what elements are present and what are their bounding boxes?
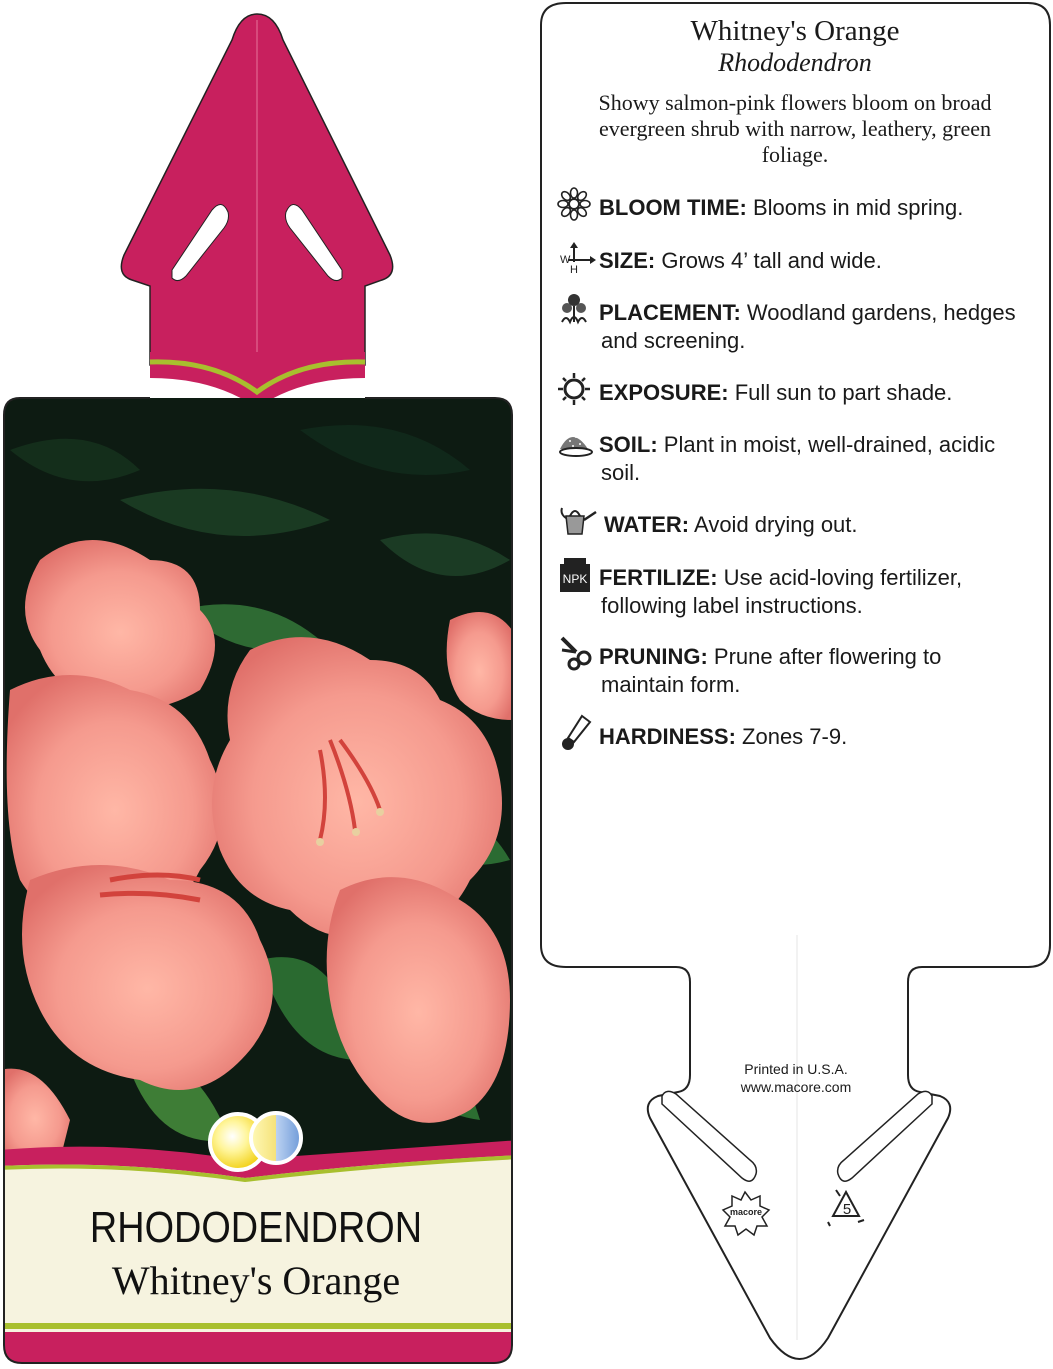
care-text-continued: and screening. bbox=[601, 328, 746, 353]
sun-exposure-badge bbox=[210, 1113, 301, 1170]
macore-logo-text: macore bbox=[729, 1207, 763, 1217]
care-label: HARDINESS: bbox=[599, 724, 736, 749]
care-text: Grows 4’ tall and wide. bbox=[661, 248, 882, 273]
care-label: EXPOSURE: bbox=[599, 380, 729, 405]
npk-label: NPK bbox=[562, 572, 588, 586]
care-text: Woodland gardens, hedges bbox=[746, 300, 1016, 325]
care-label: BLOOM TIME: bbox=[599, 195, 747, 220]
care-text-continued: soil. bbox=[601, 460, 641, 485]
care-text-continued: maintain form. bbox=[601, 672, 741, 697]
fertilizer-npk-icon bbox=[560, 558, 590, 592]
care-text: Prune after flowering to bbox=[713, 644, 942, 669]
size-icon-h: H bbox=[570, 264, 578, 276]
care-text: Full sun to part shade. bbox=[734, 380, 953, 405]
care-text: Plant in moist, well-drained, acidic bbox=[663, 432, 996, 457]
care-label: SOIL: bbox=[599, 432, 658, 457]
front-tag bbox=[0, 14, 520, 1369]
care-label: FERTILIZE: bbox=[599, 565, 718, 590]
care-label: SIZE: bbox=[599, 248, 656, 273]
care-label: PRUNING: bbox=[599, 644, 708, 669]
care-text: Blooms in mid spring. bbox=[753, 195, 964, 220]
plant-description: Showy salmon-pink flowers bloom on broad evergreen shrub with narrow, leathery, green foliage. bbox=[598, 90, 992, 167]
care-text: Use acid-loving fertilizer, bbox=[723, 565, 963, 590]
care-label: WATER: bbox=[604, 512, 690, 537]
size-icon-w: W bbox=[560, 254, 571, 266]
care-text: Zones 7-9. bbox=[742, 724, 848, 749]
website-url: www.macore.com bbox=[740, 1079, 852, 1095]
care-text-continued: following label instructions. bbox=[601, 593, 863, 618]
front-genus-name: RHODODENDRON bbox=[89, 1203, 423, 1252]
printed-in-usa: Printed in U.S.A. bbox=[744, 1061, 848, 1077]
bottom-lime-stripe bbox=[0, 1323, 520, 1329]
recycle-number: 5 bbox=[842, 1201, 852, 1218]
plant-name-title: Whitney's Orange bbox=[690, 15, 900, 47]
care-label: PLACEMENT: bbox=[599, 300, 741, 325]
care-text: Avoid drying out. bbox=[694, 512, 858, 537]
plant-genus-subtitle: Rhododendron bbox=[718, 48, 872, 77]
front-cultivar-name: Whitney's Orange bbox=[111, 1258, 401, 1303]
